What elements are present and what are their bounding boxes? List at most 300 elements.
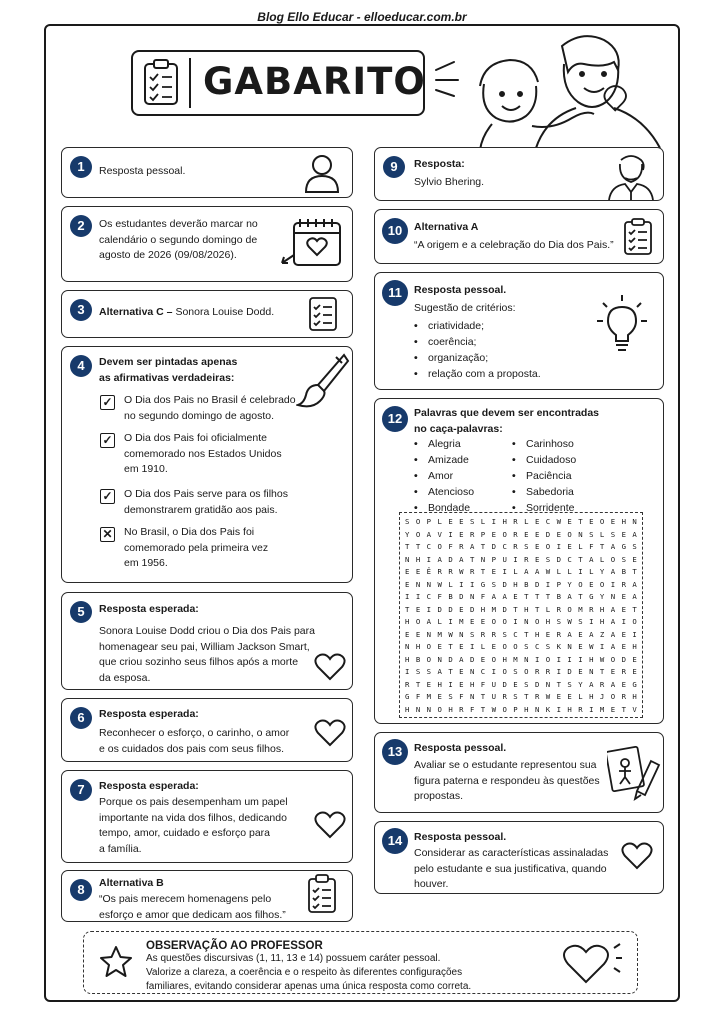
grid-letter: E: [621, 642, 626, 651]
heart-icon: [621, 842, 653, 870]
question-number: 10: [382, 218, 408, 244]
grid-letter: D: [502, 604, 507, 614]
grid-letter: A: [534, 567, 540, 576]
grid-letter: L: [567, 567, 572, 576]
grid-letter: E: [415, 567, 421, 576]
grid-letter: H: [415, 642, 421, 651]
statement-checkbox: ✓: [100, 395, 115, 410]
grid-letter: O: [426, 642, 432, 651]
grid-letter: H: [534, 629, 540, 639]
drawing-pencil-icon: [607, 741, 661, 803]
grid-letter: T: [469, 554, 475, 564]
question-number: 1: [70, 156, 92, 178]
grid-letter: C: [545, 517, 551, 526]
grid-letter: I: [534, 654, 540, 664]
grid-letter: H: [405, 654, 410, 664]
question-number: 9: [383, 156, 405, 178]
grid-letter: T: [578, 554, 583, 564]
grid-letter: A: [589, 554, 594, 564]
grid-letter: E: [448, 517, 453, 526]
grid-letter: E: [524, 529, 529, 539]
grid-letter: T: [534, 592, 540, 601]
grid-letter: I: [621, 617, 626, 626]
grid-row: [400, 641, 642, 654]
grid-letter: O: [502, 704, 507, 714]
grid-letter: F: [459, 692, 464, 701]
grid-letter: O: [502, 617, 507, 626]
grid-letter: U: [491, 679, 497, 689]
grid-letter: S: [415, 667, 421, 676]
grid-letter: D: [621, 654, 626, 664]
grid-letter: T: [621, 704, 626, 714]
statement-checkbox: ✓: [100, 433, 115, 448]
grid-letter: C: [513, 629, 518, 639]
grid-letter: H: [415, 554, 421, 564]
grid-letter: E: [621, 592, 626, 601]
teacher-note: [83, 931, 638, 994]
statement-checkbox: ✕: [100, 527, 115, 542]
question-number: 8: [70, 879, 92, 901]
grid-letter: I: [599, 642, 605, 651]
list-item: • Paciência: [512, 468, 576, 484]
grid-letter: B: [415, 654, 421, 664]
grid-letter: W: [545, 567, 551, 576]
grid-letter: R: [459, 542, 464, 551]
grid-letter: E: [426, 679, 432, 689]
grid-letter: M: [578, 604, 583, 614]
grid-letter: W: [556, 517, 561, 526]
grid-letter: M: [426, 692, 432, 701]
grid-letter: A: [632, 579, 637, 589]
grid-letter: I: [448, 529, 453, 539]
criteria-intro: Sugestão de critérios:: [414, 302, 516, 314]
grid-letter: F: [589, 542, 594, 551]
clipboard-icon: [307, 874, 337, 914]
grid-letter: O: [578, 579, 583, 589]
grid-letter: M: [491, 604, 497, 614]
grid-letter: T: [556, 679, 561, 689]
grid-letter: I: [448, 679, 453, 689]
grid-letter: G: [621, 542, 626, 551]
grid-letter: D: [567, 667, 572, 676]
grid-letter: N: [524, 617, 529, 626]
grid-letter: O: [524, 667, 529, 676]
grid-letter: N: [589, 667, 594, 676]
grid-letter: O: [610, 554, 616, 564]
grid-letter: I: [578, 567, 583, 576]
answer-heading: Alternativa B: [99, 877, 164, 889]
grid-letter: H: [589, 692, 594, 701]
grid-letter: C: [534, 642, 540, 651]
grid-letter: L: [524, 517, 529, 526]
grid-letter: A: [610, 679, 616, 689]
grid-letter: O: [610, 654, 616, 664]
answer-card-3: [61, 290, 353, 338]
answer-card-10: [374, 209, 664, 264]
grid-letter: O: [437, 542, 442, 551]
grid-letter: W: [437, 579, 442, 589]
answer-heading: Palavras que devem ser encontradas no caça-palavras:: [414, 407, 600, 435]
grid-letter: G: [405, 692, 410, 701]
grid-letter: B: [556, 592, 561, 601]
calendar-heart-icon: [280, 215, 348, 271]
grid-letter: I: [513, 617, 518, 626]
grid-letter: I: [491, 517, 497, 526]
grid-letter: I: [589, 617, 594, 626]
grid-letter: P: [480, 529, 486, 539]
grid-letter: T: [448, 642, 453, 651]
grid-letter: R: [448, 567, 453, 576]
answer-text: Porque os pais desempenham um papel importante na vida dos filhos, dedicando tempo, amor, cuidado e esforço para a família.: [99, 796, 288, 855]
grid-letter: A: [459, 554, 464, 564]
grid-letter: A: [437, 554, 442, 564]
grid-letter: N: [567, 642, 572, 651]
grid-letter: E: [459, 667, 464, 676]
grid-letter: B: [621, 567, 626, 576]
grid-letter: I: [513, 554, 518, 564]
grid-letter: E: [589, 517, 594, 526]
grid-letter: I: [426, 604, 432, 614]
grid-letter: N: [610, 592, 616, 601]
grid-letter: W: [448, 629, 453, 639]
grid-letter: P: [556, 579, 561, 589]
answer-heading: Alternativa A: [414, 221, 479, 233]
checklist-icon: [308, 296, 338, 332]
grid-letter: H: [567, 704, 572, 714]
grid-letter: Y: [599, 567, 605, 576]
grid-letter: E: [480, 654, 486, 664]
grid-letter: J: [599, 692, 605, 701]
grid-letter: O: [502, 667, 507, 676]
grid-letter: B: [448, 592, 453, 601]
grid-letter: S: [610, 529, 616, 539]
grid-letter: L: [556, 567, 561, 576]
grid-row: [400, 604, 642, 617]
answer-heading: Resposta:: [414, 158, 465, 170]
grid-letter: C: [426, 592, 432, 601]
list-item: • Cuidadoso: [512, 452, 576, 468]
grid-letter: F: [469, 704, 475, 714]
grid-letter: R: [599, 679, 605, 689]
grid-letter: I: [610, 579, 616, 589]
grid-letter: E: [632, 667, 637, 676]
grid-letter: S: [632, 542, 637, 551]
grid-letter: L: [513, 567, 518, 576]
grid-letter: I: [556, 654, 561, 664]
grid-letter: A: [589, 629, 594, 639]
title-banner: [131, 50, 425, 116]
grid-letter: T: [480, 704, 486, 714]
grid-letter: D: [556, 554, 561, 564]
grid-letter: A: [610, 629, 616, 639]
grid-letter: A: [610, 567, 616, 576]
grid-letter: M: [599, 704, 605, 714]
grid-letter: E: [459, 679, 464, 689]
question-number: 11: [382, 280, 408, 306]
statement-checkbox: ✓: [100, 489, 115, 504]
grid-letter: T: [578, 592, 583, 601]
grid-letter: E: [415, 604, 421, 614]
answer-text: “Os pais merecem homenagens pelo esforço e amor que dedicam aos filhos.”: [99, 893, 286, 921]
grid-letter: N: [545, 679, 551, 689]
star-icon: [98, 944, 134, 980]
clipboard-icon: [623, 218, 653, 256]
grid-letter: D: [534, 679, 540, 689]
grid-letter: P: [426, 517, 432, 526]
grid-letter: R: [534, 667, 540, 676]
grid-letter: E: [469, 617, 475, 626]
grid-letter: Y: [599, 592, 605, 601]
criteria-list: [414, 318, 541, 382]
blog-credit: Blog Ello Educar - elloeducar.com.br: [257, 10, 467, 24]
grid-letter: S: [545, 642, 551, 651]
grid-letter: L: [437, 617, 442, 626]
question-number: 12: [382, 406, 408, 432]
grid-letter: R: [513, 517, 518, 526]
word-search-grid: [399, 512, 643, 718]
grid-letter: T: [632, 567, 637, 576]
grid-letter: I: [556, 542, 561, 551]
grid-letter: L: [578, 692, 583, 701]
grid-letter: O: [426, 654, 432, 664]
list-item: • criatividade;: [414, 318, 541, 334]
answer-heading: Resposta pessoal.: [414, 831, 507, 843]
grid-letter: I: [469, 579, 475, 589]
grid-letter: F: [437, 592, 442, 601]
heart-icon: [314, 653, 346, 681]
grid-letter: S: [524, 679, 529, 689]
grid-letter: E: [534, 529, 540, 539]
grid-letter: W: [589, 642, 594, 651]
clipboard-icon: [141, 58, 191, 108]
grid-letter: E: [459, 642, 464, 651]
grid-letter: R: [480, 629, 486, 639]
grid-letter: E: [621, 604, 626, 614]
grid-letter: N: [426, 579, 432, 589]
grid-letter: S: [621, 554, 626, 564]
grid-letter: E: [480, 617, 486, 626]
grid-letter: D: [448, 554, 453, 564]
grid-letter: R: [513, 529, 518, 539]
grid-letter: O: [545, 654, 551, 664]
grid-letter: K: [545, 704, 551, 714]
grid-row: [400, 579, 642, 592]
answer-heading: Resposta pessoal.: [414, 284, 507, 296]
grid-letter: E: [621, 679, 626, 689]
grid-letter: E: [459, 517, 464, 526]
word-list-left: [414, 436, 474, 516]
answer-text: Alternativa C – Sonora Louise Dodd.: [99, 306, 275, 318]
grid-letter: R: [491, 629, 497, 639]
grid-row: [400, 541, 642, 554]
grid-letter: M: [437, 629, 442, 639]
grid-letter: I: [632, 629, 637, 639]
grid-letter: I: [405, 667, 410, 676]
grid-letter: A: [632, 592, 637, 601]
grid-letter: T: [599, 667, 605, 676]
grid-letter: D: [469, 654, 475, 664]
grid-letter: Y: [567, 579, 572, 589]
grid-letter: E: [491, 642, 497, 651]
grid-letter: I: [589, 704, 594, 714]
grid-row: [400, 566, 642, 579]
grid-letter: I: [426, 554, 432, 564]
grid-letter: I: [405, 592, 410, 601]
grid-letter: I: [415, 592, 421, 601]
grid-letter: N: [437, 654, 442, 664]
grid-letter: D: [502, 579, 507, 589]
grid-letter: A: [567, 592, 572, 601]
grid-letter: G: [632, 679, 637, 689]
grid-letter: F: [480, 679, 486, 689]
grid-letter: E: [513, 679, 518, 689]
grid-letter: O: [545, 542, 551, 551]
grid-letter: D: [469, 604, 475, 614]
grid-letter: N: [632, 517, 637, 526]
grid-row: [400, 654, 642, 667]
grid-letter: R: [556, 629, 561, 639]
grid-letter: N: [524, 654, 529, 664]
grid-letter: H: [513, 579, 518, 589]
grid-letter: H: [524, 704, 529, 714]
list-item: • coerência;: [414, 334, 541, 350]
grid-letter: B: [524, 579, 529, 589]
grid-letter: S: [589, 529, 594, 539]
grid-letter: A: [632, 529, 637, 539]
grid-letter: A: [469, 542, 475, 551]
grid-letter: T: [599, 542, 605, 551]
grid-letter: G: [480, 579, 486, 589]
grid-letter: E: [534, 542, 540, 551]
list-item: • Amor: [414, 468, 474, 484]
answer-heading: Resposta esperada:: [99, 603, 199, 615]
grid-letter: S: [426, 667, 432, 676]
grid-letter: E: [405, 629, 410, 639]
grid-letter: S: [469, 517, 475, 526]
grid-letter: S: [545, 554, 551, 564]
grid-letter: F: [448, 542, 453, 551]
grid-letter: A: [426, 617, 432, 626]
grid-letter: E: [567, 542, 572, 551]
heart-icon: [314, 719, 346, 747]
grid-letter: I: [491, 667, 497, 676]
list-item: • Alegria: [414, 436, 474, 452]
grid-letter: A: [502, 592, 507, 601]
grid-letter: N: [405, 642, 410, 651]
answer-heading: Resposta esperada:: [99, 780, 199, 792]
grid-letter: E: [491, 529, 497, 539]
grid-letter: M: [513, 654, 518, 664]
grid-letter: I: [448, 617, 453, 626]
grid-row: [400, 554, 642, 567]
grid-letter: I: [556, 704, 561, 714]
grid-letter: L: [480, 517, 486, 526]
answer-text: Sonora Louise Dodd criou o Dia dos Pais para homenagear seu pai, William Jackson Smart, que criou sozinho seus filhos após a morte da esposa.: [99, 625, 315, 684]
grid-letter: A: [589, 679, 594, 689]
title-accent-lines: [434, 58, 464, 98]
grid-letter: E: [437, 642, 442, 651]
grid-letter: A: [491, 592, 497, 601]
grid-row: [400, 616, 642, 629]
list-item: • Carinhoso: [512, 436, 576, 452]
grid-letter: W: [491, 704, 497, 714]
grid-letter: F: [480, 592, 486, 601]
answer-text: Reconhecer o esforço, o carinho, o amor e os cuidados dos pais com seus filhos.: [99, 727, 290, 755]
grid-letter: E: [534, 554, 540, 564]
grid-letter: G: [589, 592, 594, 601]
grid-letter: T: [524, 629, 529, 639]
list-item: • Sorridente: [512, 500, 576, 516]
question-number: 13: [382, 739, 408, 765]
grid-letter: K: [556, 642, 561, 651]
grid-letter: O: [491, 654, 497, 664]
grid-letter: N: [405, 554, 410, 564]
grid-letter: R: [621, 692, 626, 701]
grid-letter: L: [545, 604, 551, 614]
grid-letter: P: [513, 704, 518, 714]
grid-letter: R: [459, 704, 464, 714]
grid-letter: O: [567, 604, 572, 614]
answer-text: Considerar as características assinaladas pelo estudante e sua justificativa, quando houver.: [414, 847, 609, 890]
grid-letter: H: [502, 517, 507, 526]
grid-letter: H: [524, 604, 529, 614]
grid-letter: Y: [578, 679, 583, 689]
grid-letter: A: [459, 654, 464, 664]
grid-letter: H: [405, 704, 410, 714]
grid-letter: H: [448, 704, 453, 714]
grid-letter: E: [578, 642, 583, 651]
grid-row: [400, 529, 642, 542]
grid-letter: E: [556, 529, 561, 539]
grid-letter: S: [469, 629, 475, 639]
grid-letter: E: [610, 667, 616, 676]
grid-letter: H: [599, 604, 605, 614]
grid-letter: E: [405, 579, 410, 589]
page-title: GABARITO: [203, 60, 426, 103]
grid-letter: R: [589, 604, 594, 614]
grid-letter: E: [491, 567, 497, 576]
grid-letter: E: [567, 692, 572, 701]
grid-letter: S: [567, 679, 572, 689]
grid-letter: H: [589, 654, 594, 664]
grid-letter: D: [459, 592, 464, 601]
man-portrait-icon: [603, 150, 659, 200]
grid-letter: T: [405, 542, 410, 551]
grid-letter: E: [556, 692, 561, 701]
grid-row: [400, 691, 642, 704]
grid-letter: I: [502, 567, 507, 576]
heart-icon: [314, 811, 346, 839]
grid-row: [400, 629, 642, 642]
father-son-illustration: [472, 28, 672, 150]
grid-letter: R: [469, 529, 475, 539]
grid-letter: H: [621, 517, 626, 526]
grid-letter: O: [534, 617, 540, 626]
grid-letter: E: [545, 629, 551, 639]
grid-letter: O: [415, 517, 421, 526]
list-item: • Sabedoria: [512, 484, 576, 500]
grid-letter: T: [480, 542, 486, 551]
grid-letter: P: [491, 554, 497, 564]
grid-letter: O: [415, 617, 421, 626]
grid-letter: H: [632, 692, 637, 701]
grid-letter: N: [469, 592, 475, 601]
answer-card-8: [61, 870, 353, 922]
grid-letter: D: [437, 604, 442, 614]
grid-letter: I: [567, 654, 572, 664]
grid-letter: T: [448, 667, 453, 676]
grid-letter: W: [567, 617, 572, 626]
